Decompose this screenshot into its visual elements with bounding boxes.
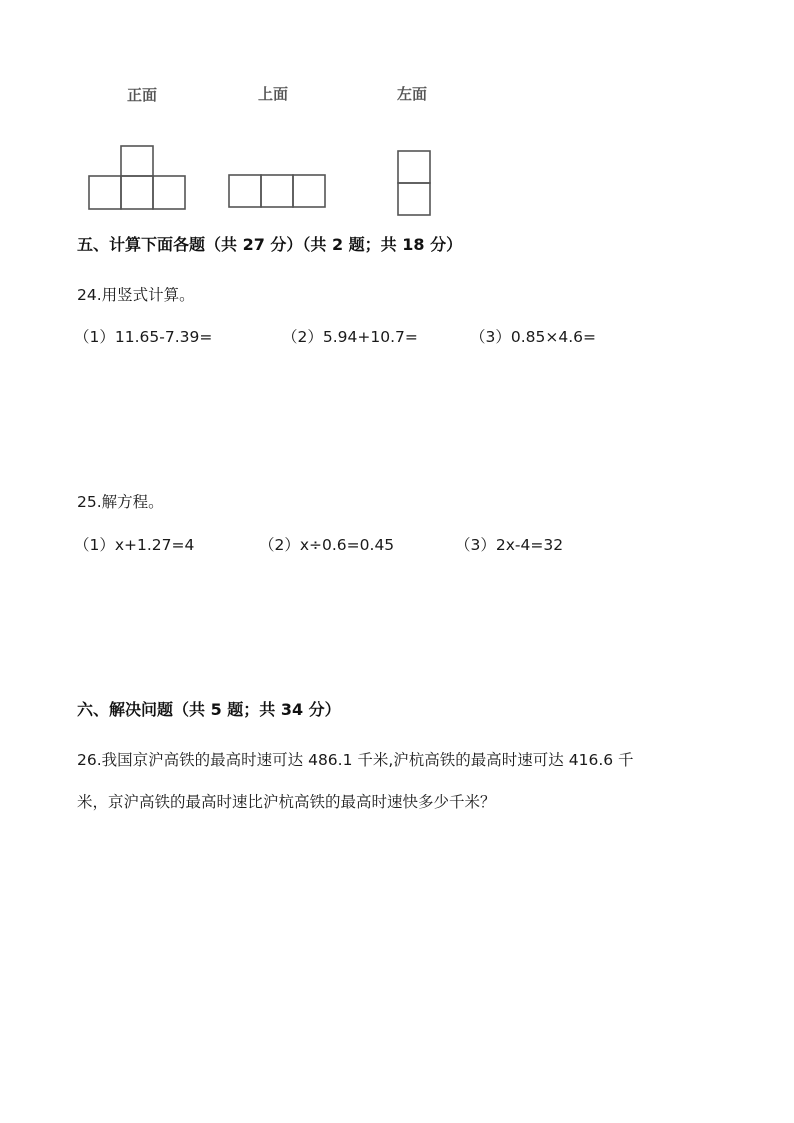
section-5-heading: 五、计算下面各题（共 27 分）（共 2 题；共 18 分） — [77, 235, 463, 254]
question-25-title: 25.解方程。 — [77, 493, 164, 511]
left-view-drawing — [395, 148, 433, 218]
question-25-item-3: （3）2x-4=32 — [455, 536, 564, 554]
top-view-drawing — [226, 172, 328, 210]
top-view-label: 上面 — [258, 85, 289, 103]
section-6-heading: 六、解决问题（共 5 题；共 34 分） — [77, 700, 341, 719]
left-view-label: 左面 — [397, 85, 428, 103]
question-25-item-2: （2）x÷0.6=0.45 — [259, 536, 395, 554]
question-24-title: 24.用竖式计算。 — [77, 286, 195, 304]
question-26-line-2: 米，京沪高铁的最高时速比沪杭高铁的最高时速快多少千米？ — [77, 793, 496, 811]
question-24-item-2: （2）5.94+10.7= — [282, 328, 418, 346]
front-view-label: 正面 — [127, 86, 158, 104]
question-25-item-1: （1）x+1.27=4 — [74, 536, 195, 554]
question-24-item-3: （3）0.85×4.6= — [470, 328, 596, 346]
question-24-item-1: （1）11.65-7.39= — [74, 328, 213, 346]
question-26-line-1: 26.我国京沪高铁的最高时速可达 486.1 千米,沪杭高铁的最高时速可达 416.6 千 — [77, 751, 634, 769]
front-view-drawing — [86, 143, 188, 213]
